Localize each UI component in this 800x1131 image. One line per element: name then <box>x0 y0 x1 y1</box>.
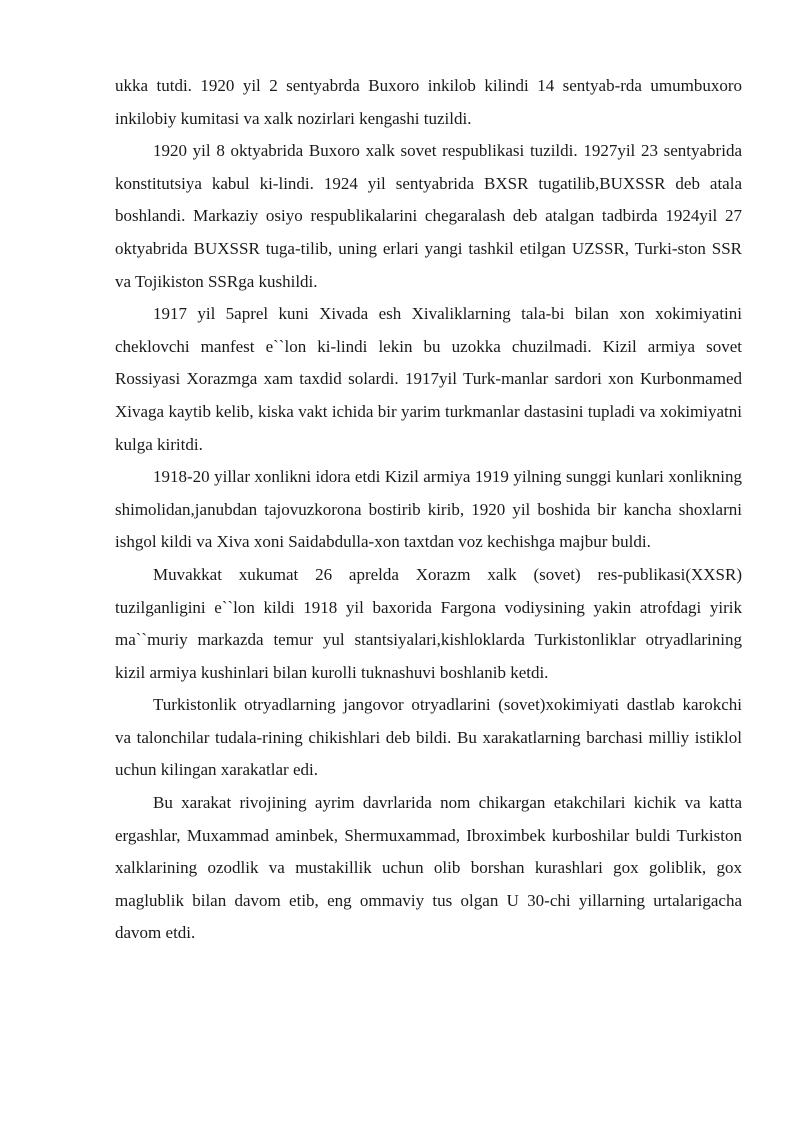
paragraph-2: 1920 yil 8 oktyabrida Buxoro xalk sovet respublikasi tuzildi. 1927yil 23 sentyabrida konstitutsiya kabul ki-lindi. 1924 yil sentyabrida BXSR tugatilib,BUXSSR deb atala boshlandi. Markaziy osiyo respublikalarini chegaralash deb atalgan tadbirda 1924yil 27 oktyabrida BUXSSR tuga-tilib, uning erlari yangi tashkil etilgan UZSSR, Turki-ston SSR va Tojikiston SSRga kushildi. <box>115 141 742 291</box>
paragraph-7: Bu xarakat rivojining ayrim davrlarida nom chikargan etakchilari kichik va katta ergashlar, Muxammad aminbek, Shermuxammad, Ibroximbek kurboshilar buldi Turkiston xalklarining ozodlik va mustakillik uchun olib borshan kurashlari gox goliblik, gox maglublik bilan davom etib, eng ommaviy tus olgan U 30-chi yillarning urtalarigacha davom etdi. <box>115 793 742 943</box>
paragraph-3: 1917 yil 5aprel kuni Xivada esh Xivaliklarning tala-bi bilan xon xokimiyatini cheklovchi manfest e``lon ki-lindi lekin bu uzokka chuzilmadi. Kizil armiya sovet Rossiyasi Xorazmga xam taxdid solardi. 1917yil Turk-manlar sardori xon Kurbonmamed Xivaga kaytib kelib, kiska vakt ichida bir yarim turkmanlar dastasini tupladi va xokimiyatni kulga kiritdi. <box>115 304 742 454</box>
document-page <box>115 70 742 950</box>
paragraph-4: 1918-20 yillar xonlikni idora etdi Kizil armiya 1919 yilning sunggi kunlari xonlikning shimolidan,janubdan tajovuzkorona bostirib kirib, 1920 yil boshida bir kancha shoxlarni ishgol kildi va Xiva xoni Saidabdulla-xon taxtdan voz kechishga majbur buldi. <box>115 467 742 552</box>
paragraph-5: Muvakkat xukumat 26 aprelda Xorazm xalk (sovet) res-publikasi(XXSR) tuzilganligini e``lon kildi 1918 yil baxorida Fargona vodiysining yakin atrofdagi yirik ma``muriy markazda temur yul stantsiyalari,kishloklarda Turkistonliklar otryadlarining kizil armiya kushinlari bilan kurolli tuknashuvi boshlanib ketdi. <box>115 564 742 682</box>
paragraph-1: ukka tutdi. 1920 yil 2 sentyabrda Buxoro inkilob kilindi 14 sentyab-rda umumbuxoro inkilobiy kumitasi va xalk nozirlari kengashi tuzildi. <box>115 76 742 128</box>
paragraph-6: Turkistonlik otryadlarning jangovor otryadlarini (sovet)xokimiyati dastlab karokchi va talonchilar tudala-rining chikishlari deb bildi. Bu xarakatlarning barchasi milliy istiklol uchun kilingan xarakatlar edi. <box>115 695 742 780</box>
